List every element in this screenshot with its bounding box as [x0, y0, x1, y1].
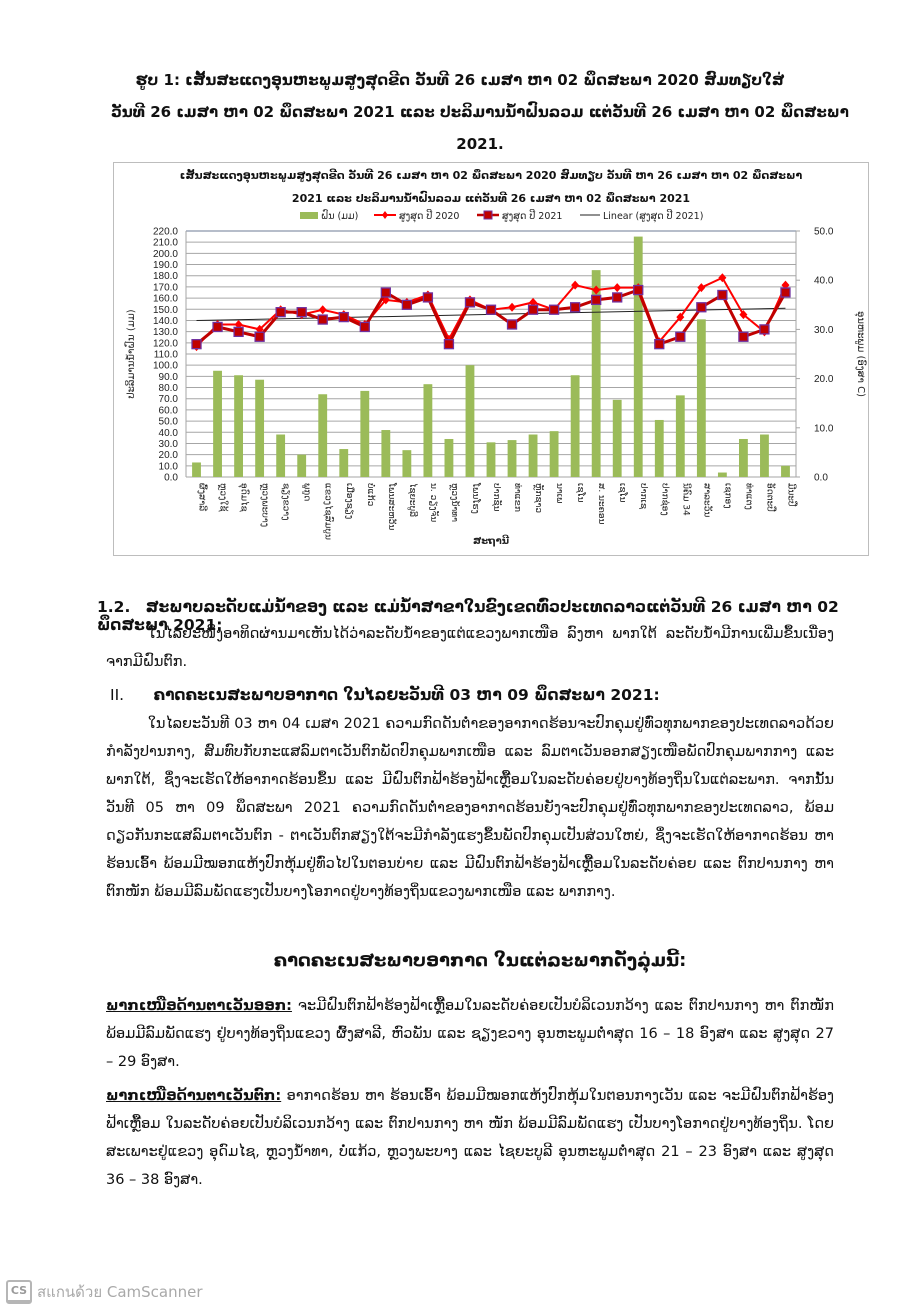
y-left-tick-label: 30.0	[158, 438, 178, 450]
y-left-tick-label: 40.0	[158, 427, 178, 439]
x-tick-label: ທ່າແຂກ	[512, 483, 523, 512]
legend-label: ສູງສຸດ ປີ 2021	[502, 211, 563, 222]
legend-label: ສູງສຸດ ປີ 2020	[399, 211, 460, 222]
y-left-tick-label: 0.0	[164, 472, 178, 484]
x-tick-label: ເຊໂນ	[617, 483, 628, 503]
temp-2021-point	[571, 303, 580, 312]
rain-bar	[297, 455, 306, 477]
y-right-tick-label: 30.0	[814, 324, 834, 336]
x-tick-label: ຊຽງຂວາງ	[280, 483, 291, 521]
temp-2021-point	[234, 327, 243, 336]
x-tick-label: ໄຊຍະບູລີ	[406, 483, 417, 517]
y-left-tick-label: 150.0	[152, 304, 178, 316]
temp-2020-point	[319, 305, 327, 314]
y-left-tick-label: 170.0	[152, 282, 178, 294]
region-northwest	[106, 1082, 834, 1194]
x-tick-label: ຫຼວງພະບາງ	[259, 483, 270, 528]
y-left-tick-label: 70.0	[158, 394, 178, 406]
chart-title-line-2: 2021 ແລະ ປະລິມານນໍ້າຝົນລວມ ແຕ່ວັນທີ 26 ເມສາ ຫາ 02 ພຶດສະພາ 2021	[291, 192, 691, 205]
y-right-tick-label: 50.0	[814, 226, 834, 238]
temp-2021-point	[634, 286, 643, 295]
chart-container	[113, 162, 869, 556]
y-left-tick-label: 210.0	[152, 237, 178, 249]
x-tick-label: ໂພນໂຮງ	[469, 483, 480, 514]
y-left-tick-label: 200.0	[152, 248, 178, 260]
x-tick-label: ໂພນສະຫວັນ	[385, 483, 396, 531]
y-left-tick-label: 130.0	[152, 327, 178, 339]
y-right-axis-title: ອຸນຫະພູມ (ອົງສາ C)	[855, 310, 866, 398]
watermark-text: สแกนด้วย CamScanner	[37, 1283, 203, 1301]
y-left-tick-label: 10.0	[158, 461, 178, 473]
temp-2021-point	[339, 313, 348, 322]
rain-bar	[445, 439, 454, 477]
y-left-tick-label: 100.0	[152, 360, 178, 372]
rain-bar	[213, 371, 222, 477]
x-tick-label: ປາກຊ່ອງ	[659, 483, 670, 516]
x-tick-label: ນ. ວຽງຈັນ	[427, 483, 438, 523]
y-left-tick-label: 180.0	[152, 271, 178, 283]
temp-2020-point	[613, 283, 621, 292]
x-tick-label: ຫຼັກຊາວ	[533, 483, 544, 514]
rain-bar	[781, 466, 790, 477]
rain-bar	[634, 237, 643, 477]
temp-2021-point	[213, 322, 222, 331]
rain-bar	[508, 440, 517, 477]
region-northeast	[106, 992, 834, 1076]
x-axis-title: ສະຖານີ	[472, 536, 510, 547]
rain-bar	[466, 365, 475, 477]
x-tick-label: ຜົ້ງສາລີ	[196, 483, 207, 512]
legend-marker-2020	[382, 211, 388, 219]
rain-bar	[487, 442, 496, 477]
temp-2021-point	[318, 315, 327, 324]
temp-2021-point	[697, 303, 706, 312]
x-tick-label: ນາເພ	[554, 483, 565, 504]
temp-2021-point	[402, 300, 411, 309]
y-left-tick-label: 110.0	[153, 349, 178, 361]
x-tick-label: ພູກູດ	[301, 483, 312, 502]
x-tick-label: ນິຄົມ 34	[680, 483, 691, 516]
temp-2021-point	[760, 325, 769, 334]
rain-bar	[571, 375, 580, 477]
x-tick-label: ຫຼວງໃຊ້	[217, 483, 228, 512]
y-left-tick-label: 120.0	[152, 338, 178, 350]
temp-2021-point	[718, 290, 727, 299]
temp-2021-point	[655, 340, 664, 349]
section-II-heading	[110, 686, 660, 704]
rain-bar	[718, 473, 727, 477]
scanner-watermark	[6, 1280, 203, 1304]
y-right-tick-label: 10.0	[814, 423, 834, 435]
x-tick-label: ມີນະປື	[785, 483, 796, 507]
temp-2021-point	[276, 308, 285, 317]
temp-2021-point	[613, 293, 622, 302]
x-tick-label: ບໍ່ແກ້ວ	[364, 483, 375, 507]
rain-bar	[655, 420, 664, 477]
y-left-tick-label: 220.0	[152, 226, 178, 238]
rain-bar	[360, 391, 369, 477]
rain-bar	[676, 395, 685, 477]
x-tick-label: ປາກຊັນ	[491, 483, 501, 512]
figure-caption-line-1: ຮູບ 1: ເສັ້ນສະແດງອຸນຫະພູມສູງສຸດຂີດ ວັນທີ 26 ເມສາ ຫາ 02 ພຶດສະພາ 2020 ສົມທຽບໃສ່	[135, 71, 785, 89]
x-tick-label: ສາລະວັນ	[701, 483, 712, 518]
temp-2021-point	[781, 288, 790, 297]
region-label: ພາກເໜືອດ້ານຕາເວັນຕົກ:	[106, 1088, 282, 1104]
y-left-tick-label: 160.0	[152, 293, 178, 305]
y-right-tick-label: 40.0	[814, 275, 834, 287]
x-tick-label: ສ. ນະຄອນ	[596, 483, 607, 525]
rain-bar	[255, 380, 264, 477]
x-tick-label: ເຊກອງ	[722, 483, 733, 509]
chart-title-line-1: ເສັ້ນສະແດງອຸນຫະພູມສູງສຸດຂີດ ວັນທີ 26 ເມສາ ຫາ 02 ພຶດສະພາ 2020 ສົມທຽບ ວັນທີ ຫາ 26 ເມສາ ຫາ 02 ພຶດສະພາ	[179, 169, 803, 182]
temp-2021-point	[297, 308, 306, 317]
rain-bar	[276, 435, 285, 477]
rain-bar	[192, 462, 201, 477]
region-text: ຈະມີຝົນຕົກຟ້າຮ້ອງຟ້າເຫຼື້ອມໃນລະດັບຄ່ອຍເປັນບໍລິເວນກວ້າງ ແລະ ຕົກປານກາງ ຫາ ຕົກໜັກ ພ້ອມມີລົມພັດແຮງ ຢູ່ບາງທ້ອງຖິ່ນແຂວງ ຜົ້ງສາລີ, ຫົວພັນ ແລະ ຊຽງຂວາງ ອຸນຫະພູມຕໍ່າສຸດ 16 – 18 ອົງສາ ແລະ ສູງສຸດ 27 – 29 ອົງສາ.	[106, 998, 834, 1070]
y-left-tick-label: 50.0	[158, 416, 178, 428]
region-text: ອາກາດຮ້ອນ ຫາ ຮ້ອນເອົ້າ ພ້ອມມີໝອກແຫ້ງປົກຫຸ້ມໃນຕອນກາງເວັນ ແລະ ຈະມີຝົນຕົກຟ້າຮ້ອງຟ້າເຫຼື້ອມ ໃນລະດັບຄ່ອຍເປັນບໍລິເວນກວ້າງ ແລະ ຕົກປານກາງ ຫາ ໜັກ ພ້ອມມີລົມພັດແຮງ ເປັນບາງໂອກາດຢູ່ບາງທ້ອງຖິ່ນ. ໂດຍສະເພາະຢູ່ແຂວງ ອຸດົມໄຊ, ຫຼວງນໍ້າທາ, ບໍ່ແກ້ວ, ຫຼວງພະບາງ ແລະ ໄຊຍະບູລີ ອຸນຫະພູມຕໍ່າສຸດ 21 – 23 ອົງສາ ແລະ ສູງສຸດ 36 – 38 ອົງສາ.	[106, 1088, 834, 1188]
y-right-tick-label: 0.0	[814, 472, 828, 484]
legend-swatch-rain	[300, 212, 318, 219]
rain-bar	[339, 449, 348, 477]
temp-2021-point	[381, 288, 390, 297]
rain-bar	[697, 319, 706, 477]
temp-2021-point	[508, 320, 517, 329]
y-left-tick-label: 190.0	[152, 260, 178, 272]
x-tick-label: ປາກເຊ	[638, 483, 649, 510]
y-left-tick-label: 20.0	[158, 450, 178, 462]
x-tick-label: ອັດຕະປື	[764, 483, 775, 512]
x-tick-label: ອຸດົມໄຊ	[238, 483, 249, 512]
x-tick-label: ຫຼວງນ້ຳທາ	[448, 483, 459, 522]
rain-bar	[529, 435, 538, 477]
camscanner-logo-icon: CS	[6, 1280, 32, 1304]
section-title: ຄາດຄະເນສະພາບອາກາດ ໃນໄລຍະວັນທີ 03 ຫາ 09 ພຶດສະພາ 2021:	[153, 686, 660, 704]
x-tick-label: ເຊໂນ	[575, 483, 586, 503]
y-left-tick-label: 60.0	[158, 405, 178, 417]
rain-bar	[739, 439, 748, 477]
temp-2021-point	[592, 295, 601, 304]
temp-2020-point	[508, 303, 516, 312]
x-tick-label: ທ່າແຕງ	[743, 483, 754, 510]
temp-2021-point	[360, 322, 369, 331]
section-title: ສະພາບລະດັບແມ່ນໍ້າຂອງ ແລະ ແມ່ນໍ້າສາຂາໃນຂົງເຂດທົ່ວປະເທດລາວແຕ່ວັນທີ 26 ເມສາ ຫາ 02 ພຶດສະພາ 2021:	[97, 598, 839, 634]
temp-2021-point	[487, 305, 496, 314]
section-number: II.	[110, 686, 125, 704]
x-tick-label: ແຂວງໄຊສົມບູນ	[322, 483, 333, 540]
region-label: ພາກເໜືອດ້ານຕາເວັນອອກ:	[106, 998, 292, 1014]
temp-2021-point	[529, 305, 538, 314]
temp-2021-point	[550, 305, 559, 314]
rain-bar	[760, 435, 769, 477]
rain-bar	[318, 394, 327, 477]
section-II-body: ໃນໄລຍະວັນທີ 03 ຫາ 04 ເມສາ 2021 ຄວາມກົດດັນຕໍ່າຂອງອາກາດຮ້ອນຈະປົກຄຸມຢູ່ທົ່ວທຸກພາກຂອງປະເທດລາວດ້ວຍກຳລັງປານກາງ, ສົມທົບກັບກະແສລົມຕາເວັນຕົກພັດປົກຄຸມພາກເໜືອ ແລະ ລົມຕາເວັນອອກສຽງເໜືອພັດປົກຄຸມພາກກາງ ແລະ ພາກໃຕ້, ຊຶ່ງຈະເຮັດໃຫ້ອາກາດຮ້ອນຂຶ້ນ ແລະ ມີຝົນຕົກຟ້າຮ້ອງຟ້າເຫຼື້ອມໃນລະດັບຄ່ອຍຢູ່ບາງທ້ອງຖິ່ນໃນແຕ່ລະພາກ. ຈາກນັ້ນ ວັນທີ 05 ຫາ 09 ພຶດສະພາ 2021 ຄວາມກົດດັນຕໍ່າຂອງອາກາດຮ້ອນຍັງຈະປົກຄຸມຢູ່ທົ່ວທຸກພາກຂອງປະເທດລາວ, ພ້ອມດຽວກັນກະແສລົມຕາເວັນຕົກ - ຕາເວັນຕົກສຽງໃຕ້ຈະມີກຳລັງແຮງຂຶ້ນພັດປົກຄຸມເປັນສ່ວນໃຫຍ່, ຊຶ່ງຈະເຮັດໃຫ້ອາກາດຮ້ອນ ຫາ ຮ້ອນເອົ້າ ພ້ອມມີໝອກແຫ້ງປົກຫຸ້ມຢູ່ທົ່ວໄປໃນຕອນບ່າຍ ແລະ ມີຝົນຕົກຟ້າຮ້ອງຟ້າເຫຼື້ອມໃນລະດັບຄ່ອຍ ແລະ ຕົກປານກາງ ຫາ ຕົກໜັກ ພ້ອມມີລົມພັດແຮງເປັນບາງໂອກາດຢູ່ບາງທ້ອງຖິ່ນແຂວງພາກເໜືອ ແລະ ພາກກາງ.	[106, 716, 834, 900]
temp-2021-point	[192, 340, 201, 349]
y-right-tick-label: 20.0	[814, 374, 834, 386]
temp-2021-point	[423, 293, 432, 302]
temp-2021-point	[444, 340, 453, 349]
rain-bar	[613, 400, 622, 477]
temp-2021-point	[676, 332, 685, 341]
legend-marker-2021	[484, 211, 492, 219]
temp-2021-point	[739, 332, 748, 341]
y-left-tick-label: 90.0	[158, 371, 178, 383]
figure-caption-line-2: ວັນທີ 26 ເມສາ ຫາ 02 ພຶດສະພາ 2021 ແລະ ປະລິມານນໍ້າຝົນລວມ ແຕ່ວັນທີ 26 ເມສາ ຫາ 02 ພຶດສະພາ 2021.	[111, 103, 849, 153]
rain-bar	[402, 450, 411, 477]
rain-bar	[381, 430, 390, 477]
temp-2021-point	[465, 298, 474, 307]
y-left-axis-title: ປະລິມານນໍ້າຝົນ (ມມ)	[126, 309, 137, 399]
regional-forecast-heading: ຄາດຄະເນສະພາບອາກາດ ໃນແຕ່ລະພາກດັ່ງລຸ່ມນີ້:	[273, 950, 687, 971]
x-tick-label: ເມືອງຊຽງ	[343, 483, 354, 520]
legend-label: ຝົນ (ມມ)	[321, 211, 359, 222]
rain-bar	[423, 384, 432, 477]
y-left-tick-label: 80.0	[158, 383, 178, 395]
temp-2021-point	[255, 332, 264, 341]
rain-bar	[550, 431, 559, 477]
combo-chart	[114, 163, 868, 555]
legend-label: Linear (ສູງສຸດ ປີ 2021)	[603, 211, 704, 222]
section-1-2-body: ໃນໄລຍະໜຶ່ງອາທິດຜ່ານມາເຫັນໄດ້ວ່າລະດັບນໍ້າຂອງແຕ່ແຂວງພາກເໜືອ ລົງຫາ ພາກໃຕ້ ລະດັບນໍ້າມີການເພີ່ມຂຶ້ນເນື່ອງຈາກມີຝົນຕົກ.	[106, 626, 834, 670]
section-number: 1.2.	[97, 598, 131, 616]
y-left-tick-label: 140.0	[152, 315, 178, 327]
rain-bar	[234, 375, 243, 477]
